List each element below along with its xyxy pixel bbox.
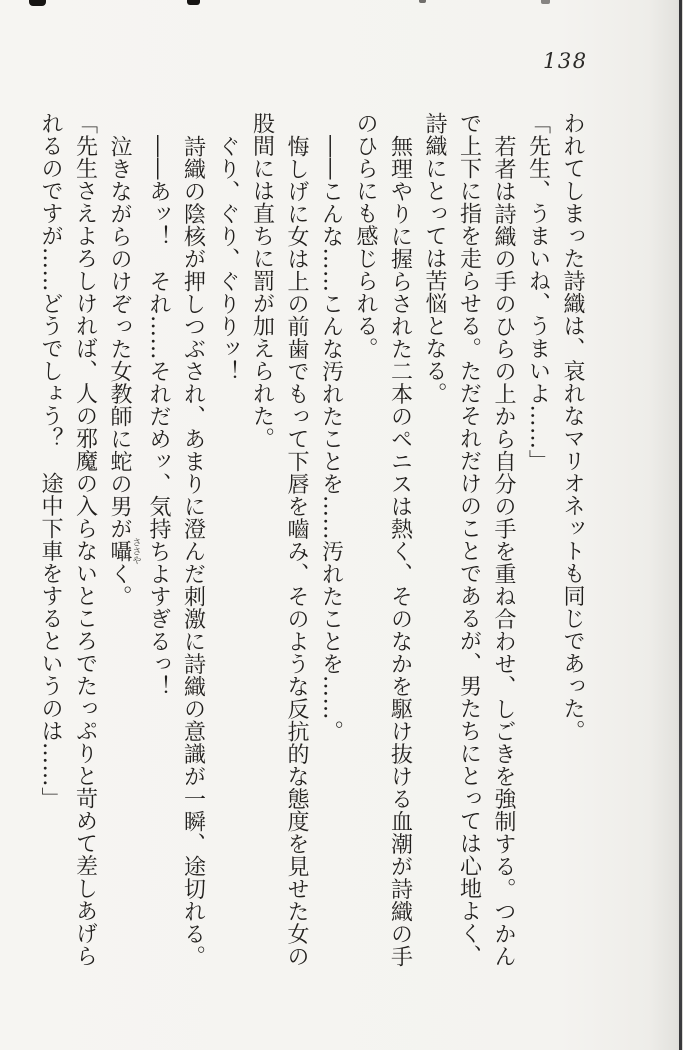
text-line: 詩織にとっては苦悩となる。 <box>422 112 447 405</box>
text-line: 「先生さえよろしければ、人の邪魔の入らないところでたっぷりと苛めて差しあげら <box>72 112 98 967</box>
text-line: れるのですが……どうでしょう？ 途中下車をするというのは……」 <box>38 112 63 810</box>
furigana: ささや <box>130 537 141 565</box>
text-line: のひらにも感じられる。 <box>353 112 378 360</box>
text-line: 詩織の陰核が押しつぶされ、あまりに澄んだ刺激に詩織の意識が一瞬、途切れる。 <box>180 135 206 968</box>
scan-artifact <box>419 0 426 3</box>
text-line: 悔しげに女は上の前歯でもって下唇を嚙み、そのような反抗的な態度を見せた女の <box>284 135 309 968</box>
text-line: で上下に指を走らせる。ただそれだけのことであるが、男たちにとっては心地よく、 <box>456 112 482 967</box>
text-line: ――こんな……こんな汚れたことを……汚れたことを……。 <box>318 135 344 743</box>
text-line: 泣きながらのけぞった女教師に蛇の男が囁ささやく。 <box>107 135 141 608</box>
ruby-annotated-word: 囁ささや <box>107 537 141 565</box>
text-line: ――あッ！ それ……それだめッ、気持ちよすぎるっ！ <box>146 135 171 698</box>
text-line: 無理やりに握らされた二本のペニスは熱く、そのなかを駆け抜ける血潮が詩織の手 <box>387 135 413 968</box>
text-line: 「先生、うまいね、うまいよ……」 <box>525 112 551 472</box>
page-number: 138 <box>543 49 588 73</box>
scan-artifact <box>29 0 46 6</box>
text-line: 若者は詩織の手のひらの上から自分の手を重ね合わせ、しごきを強制する。つかん <box>491 135 516 968</box>
text-line: われてしまった詩織は、哀れなマリオネットも同じであった。 <box>560 112 585 742</box>
scan-edge-line <box>679 0 682 1050</box>
scan-artifact <box>541 0 550 4</box>
scan-artifact <box>187 0 200 5</box>
text-line: 股間には直ちに罰が加えられた。 <box>249 112 275 450</box>
text-line: ぐり、ぐり、ぐりりッ！ <box>215 135 240 383</box>
text-area <box>36 112 589 996</box>
